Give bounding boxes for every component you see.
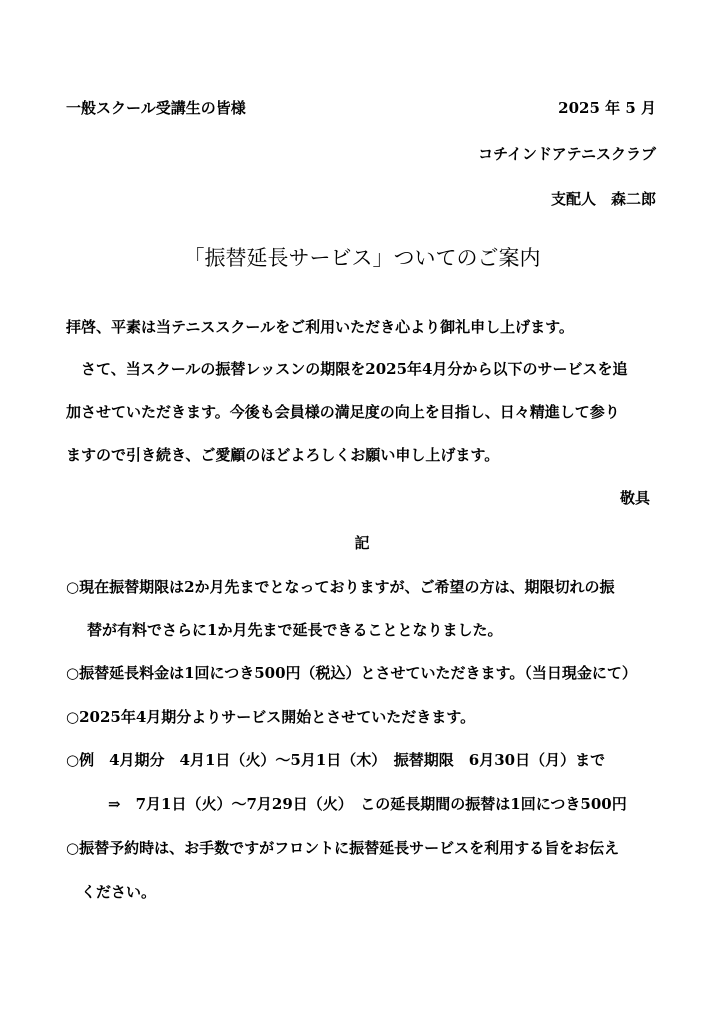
- item-5-line-1: ○振替予約時は、お手数ですがフロントに振替延長サービスを利用する旨をお伝え: [66, 839, 620, 857]
- ki-heading: 記: [354, 534, 370, 552]
- item-1-line-1: ○現在振替期限は2か月先までとなっておりますが、ご希望の方は、期限切れの振: [66, 578, 615, 596]
- body-line-4: ますので引き続き、ご愛顧のほどよろしくお願い申し上げます。: [66, 446, 500, 464]
- recipient: 一般スクール受講生の皆様: [66, 99, 246, 117]
- item-3: ○2025年4月期分よりサービス開始とさせていただきます。: [66, 708, 476, 726]
- item-4-line-1: ○例 4月期分 4月1日（火）～5月1日（木） 振替期限 6月30日（月）まで: [66, 751, 606, 769]
- sender: 支配人 森二郎: [550, 190, 656, 208]
- body-line-2: さて、当スクールの振替レッスンの期限を2025年4月分から以下のサービスを追: [81, 360, 628, 378]
- closing: 敬具: [619, 489, 650, 507]
- item-1-line-2: 替が有料でさらに1か月先まで延長できることとなりました。: [87, 621, 503, 639]
- item-5-line-2: ください。: [81, 883, 157, 901]
- body-line-1: 拝啓、平素は当テニススクールをご利用いただき心より御礼申し上げます。: [66, 318, 574, 336]
- date: 2025 年 5 月: [558, 99, 656, 117]
- organization: コチインドアテニスクラブ: [478, 145, 656, 163]
- item-2: ○振替延長料金は1回につき500円（税込）とさせていただきます。（当日現金にて）: [66, 664, 637, 682]
- page-title: 「振替延長サービス」ついてのご案内: [183, 246, 541, 270]
- body-line-3: 加させていただきます。今後も会員様の満足度の向上を目指し、日々精進して参り: [66, 403, 620, 421]
- item-4-line-2: ⇒ 7月1日（火）～7月29日（火） この延長期間の振替は1回につき500円: [108, 795, 627, 813]
